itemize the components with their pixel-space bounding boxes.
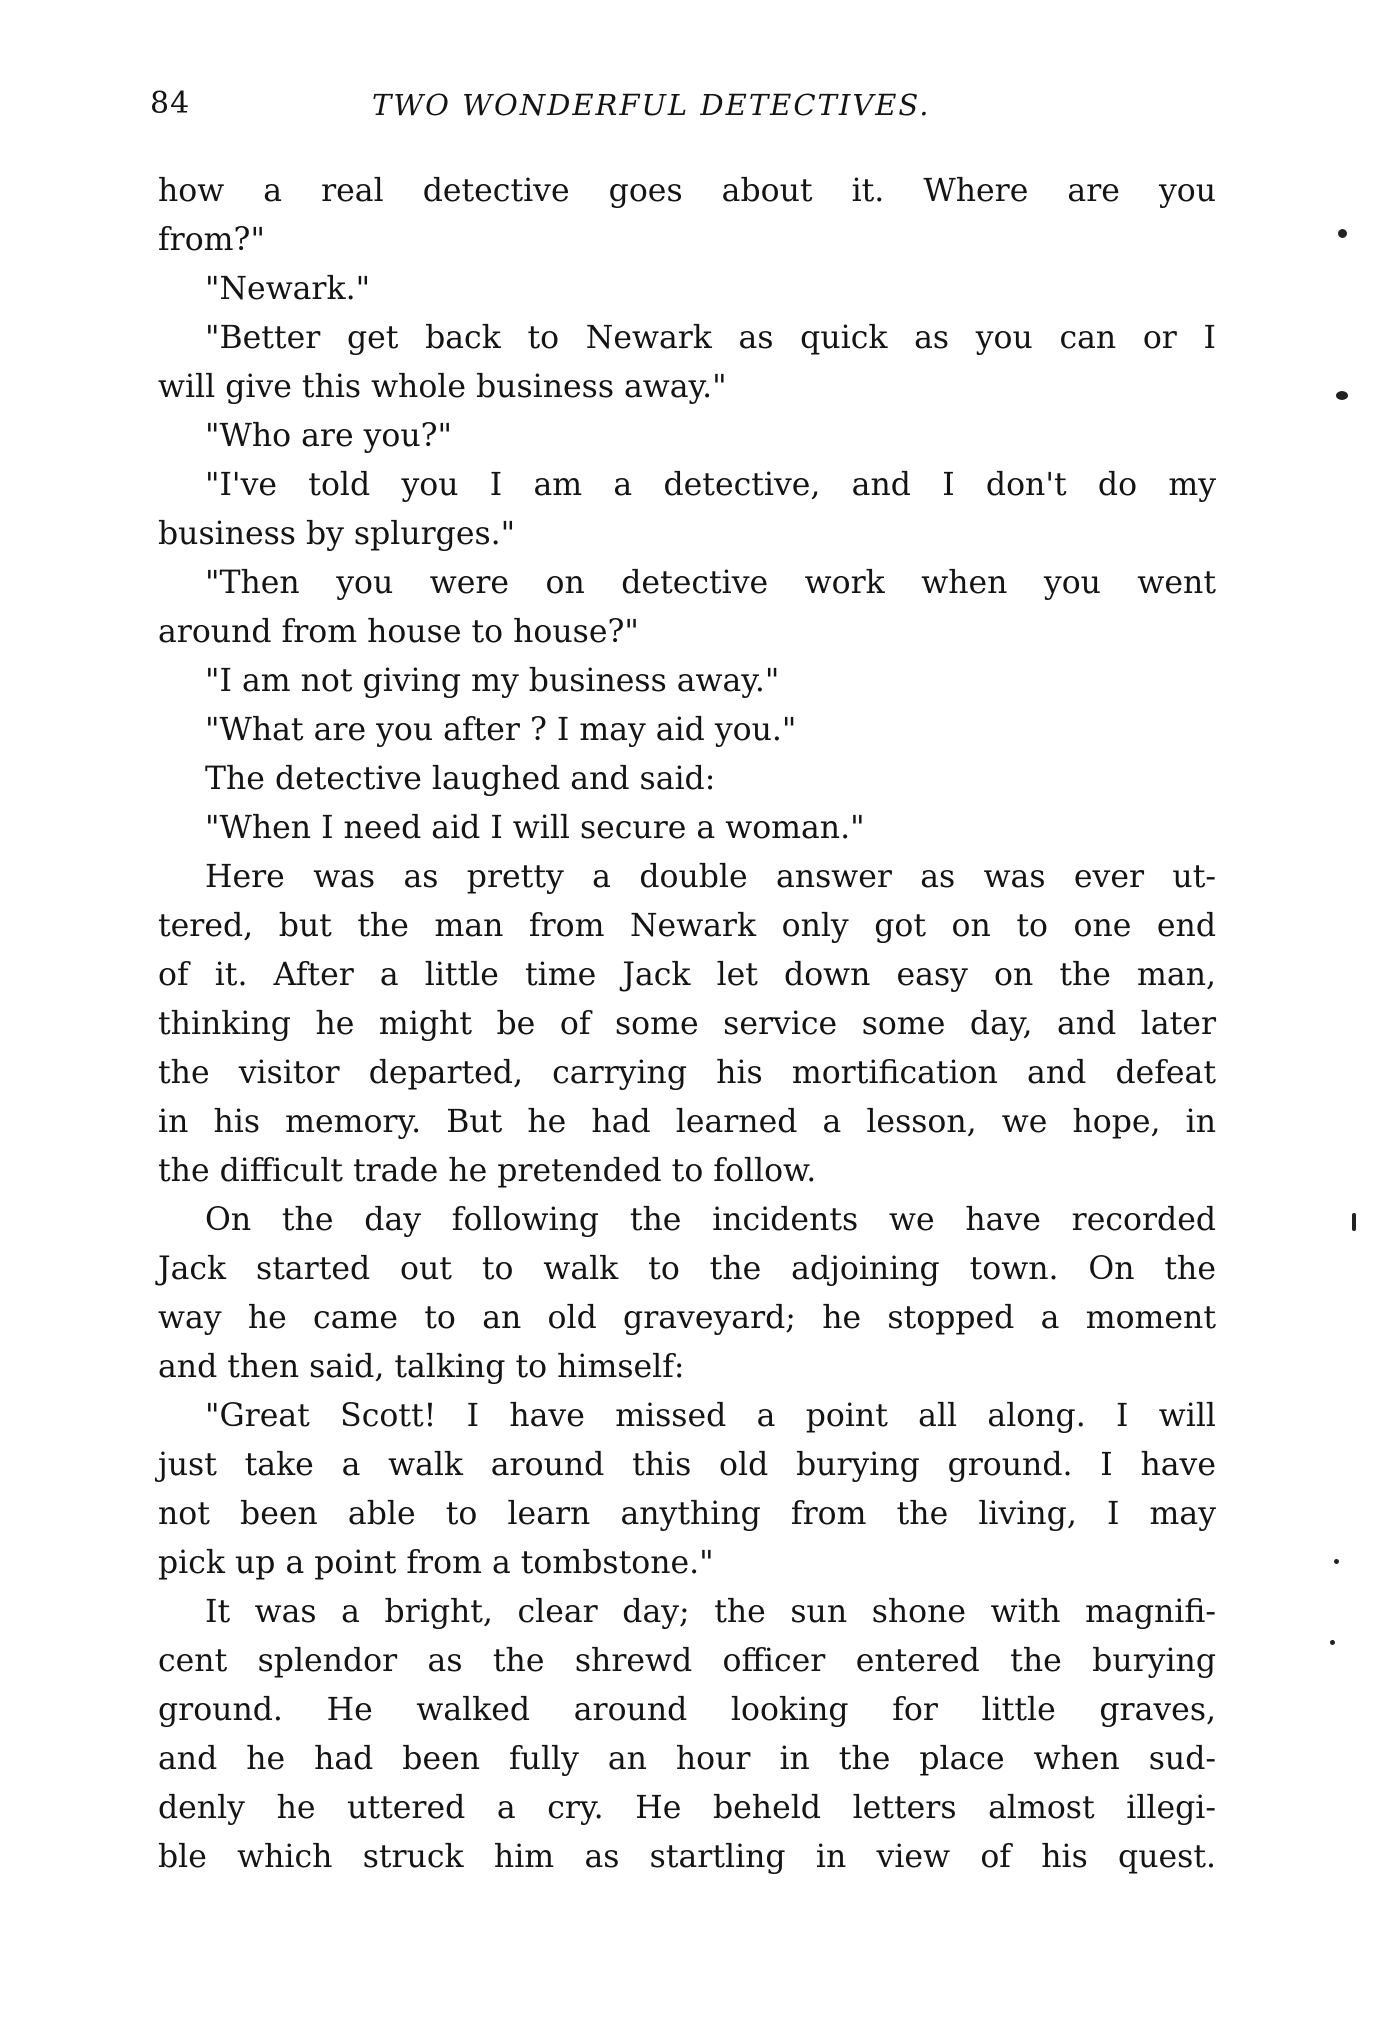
- text-line: "Who are you?": [205, 418, 453, 454]
- page-number: 84: [150, 86, 191, 121]
- text-line: from?": [158, 222, 265, 258]
- text-line: way he came to an old graveyard; he stopped a moment: [158, 1300, 1216, 1336]
- text-line: It was a bright, clear day; the sun shone with magnifi-: [205, 1594, 1216, 1630]
- text-line: denly he uttered a cry. He beheld letters almost illegi-: [158, 1790, 1216, 1826]
- body-text: [158, 167, 1216, 1882]
- text-line: "Then you were on detective work when you went: [205, 565, 1216, 601]
- text-line: Here was as pretty a double answer as was ever ut-: [205, 859, 1216, 895]
- text-line: and he had been fully an hour in the place when sud-: [158, 1741, 1216, 1777]
- text-line: business by splurges.": [158, 516, 516, 552]
- ink-speck: [1338, 229, 1347, 238]
- text-line: pick up a point from a tombstone.": [158, 1545, 714, 1581]
- ink-speck: [1334, 1559, 1339, 1564]
- text-line: not been able to learn anything from the living, I may: [158, 1496, 1216, 1532]
- text-line: The detective laughed and said:: [205, 761, 716, 797]
- text-line: "Better get back to Newark as quick as you can or I: [205, 320, 1216, 356]
- text-line: in his memory. But he had learned a lesson, we hope, in: [158, 1104, 1216, 1140]
- ink-speck: [1330, 1640, 1335, 1645]
- text-line: will give this whole business away.": [158, 369, 727, 405]
- text-line: Jack started out to walk to the adjoining town. On the: [158, 1251, 1216, 1287]
- text-line: tered, but the man from Newark only got on to one end: [158, 908, 1216, 944]
- text-line: "What are you after ? I may aid you.": [205, 712, 797, 748]
- text-line: just take a walk around this old burying ground. I have: [158, 1447, 1216, 1483]
- ink-speck: [1352, 1213, 1356, 1231]
- text-line: the visitor departed, carrying his mortification and defeat: [158, 1055, 1216, 1091]
- text-line: On the day following the incidents we have recorded: [205, 1202, 1216, 1238]
- text-line: cent splendor as the shrewd officer entered the burying: [158, 1643, 1216, 1679]
- text-line: "I've told you I am a detective, and I don't do my: [205, 467, 1216, 503]
- text-line: the difficult trade he pretended to follow.: [158, 1153, 817, 1189]
- text-line: "Great Scott! I have missed a point all along. I will: [205, 1398, 1216, 1434]
- text-line: "When I need aid I will secure a woman.": [205, 810, 865, 846]
- page-header: [150, 86, 1220, 136]
- text-line: ground. He walked around looking for little graves,: [158, 1692, 1216, 1728]
- text-line: thinking he might be of some service some day, and later: [158, 1006, 1216, 1042]
- text-line: around from house to house?": [158, 614, 639, 650]
- text-line: of it. After a little time Jack let down easy on the man,: [158, 957, 1216, 993]
- text-line: how a real detective goes about it. Where are you: [158, 173, 1216, 209]
- text-line: "Newark.": [205, 271, 371, 307]
- text-line: and then said, talking to himself:: [158, 1349, 685, 1385]
- text-line: ble which struck him as startling in view of his quest.: [158, 1839, 1216, 1875]
- running-title: TWO WONDERFUL DETECTIVES.: [372, 88, 931, 122]
- text-line: "I am not giving my business away.": [205, 663, 780, 699]
- ink-speck: [1336, 391, 1348, 400]
